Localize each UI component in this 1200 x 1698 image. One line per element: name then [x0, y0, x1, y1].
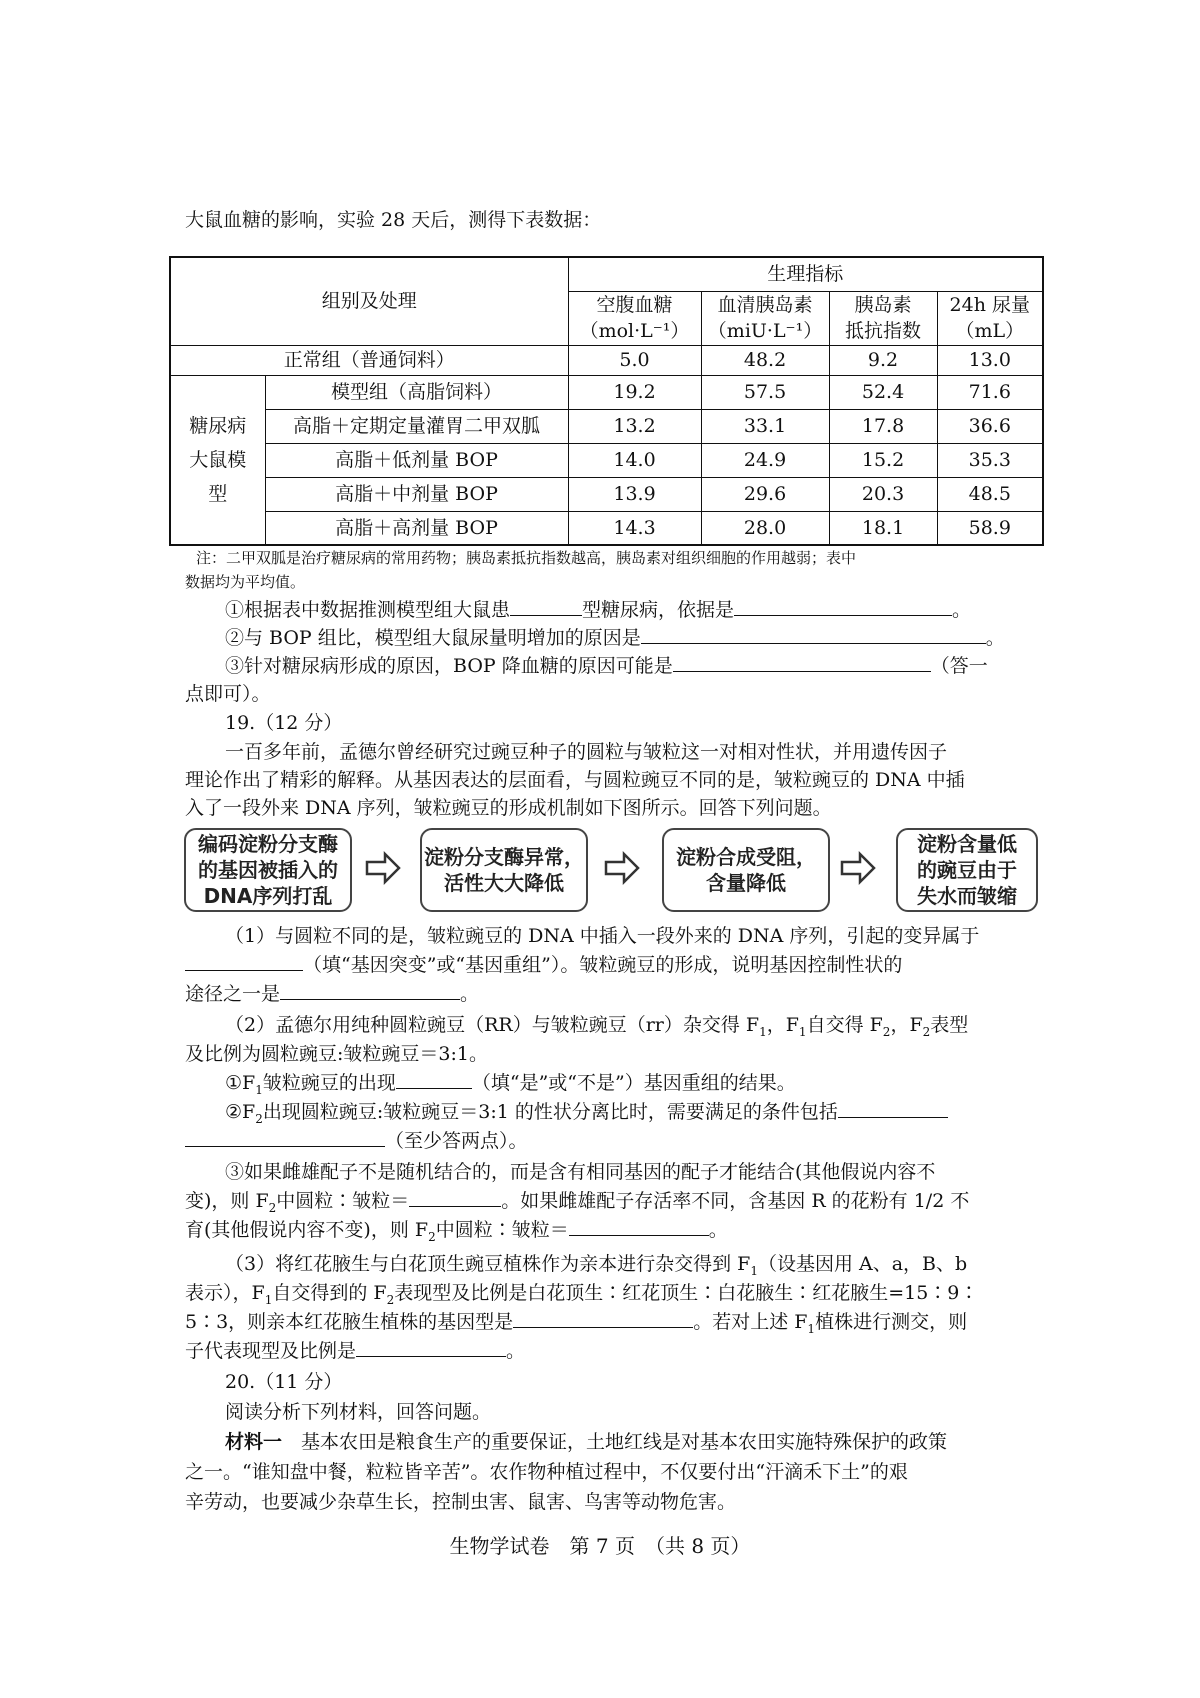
- question-line: 5∶3，则亲本红花腋生植株的基因型是 。若对上述 $F_1$植株进行测交，则: [185, 1311, 968, 1336]
- table-row: [170, 345, 1043, 375]
- flow-box: 淀粉合成受阻， 含量降低: [662, 828, 830, 912]
- table-cell: 17.8: [829, 409, 937, 443]
- table-cell: 57.5: [701, 375, 829, 409]
- table-cell: 9.2: [829, 345, 937, 375]
- page-footer: 生物学试卷 第 7 页 （共 8 页）: [449, 1534, 751, 1558]
- intro-text: 大鼠血糖的影响，实验 28 天后，测得下表数据：: [185, 209, 602, 231]
- table-note: 数据均为平均值。: [185, 573, 306, 591]
- table-row: [170, 409, 1043, 443]
- indicator-header: 生理指标: [568, 257, 1043, 291]
- question-line: （3）将红花腋生与白花顶生豌豆植株作为亲本进行杂交得到 $F_1$（设基因用 A、a，B、b: [225, 1253, 968, 1278]
- row-label: 高脂＋定期定量灌胃二甲双胍: [265, 409, 568, 443]
- table-cell: 29.6: [701, 477, 829, 511]
- column-header: 胰岛素 抵抗指数: [829, 291, 937, 345]
- table-cell: 48.5: [937, 477, 1043, 511]
- question-line: 途径之一是 。: [185, 983, 480, 1005]
- table-cell: 28.0: [701, 511, 829, 545]
- row-label: 高脂＋高剂量 BOP: [265, 511, 568, 545]
- row-label: 模型组（高脂饲料）: [265, 375, 568, 409]
- flow-box: 淀粉含量低 的豌豆由于 失水而皱缩: [896, 828, 1038, 912]
- question-line: （2）孟德尔用纯种圆粒豌豆（RR）与皱粒豌豆（rr）杂交得 $F_1$，$F_1$自交得 $F_2$，$F_2$表型: [225, 1014, 969, 1039]
- question-line: （至少答两点）。: [185, 1127, 1035, 1155]
- question-line: ③针对糖尿病形成的原因，BOP 降血糖的原因可能是 （答一: [225, 655, 988, 677]
- table-cell: 13.2: [568, 409, 701, 443]
- question-line: 及比例为圆粒豌豆:皱粒豌豆＝3:1。: [185, 1043, 488, 1065]
- table-cell: 18.1: [829, 511, 937, 545]
- row-label: 正常组（普通饲料）: [170, 345, 568, 375]
- question-line: $②F_2$出现圆粒豌豆:皱粒豌豆＝3:1 的性状分离比时，需要满足的条件包括: [225, 1098, 1035, 1133]
- right-arrow-icon: [365, 850, 401, 886]
- table-cell: 20.3: [829, 477, 937, 511]
- group-header: 组别及处理: [170, 257, 568, 345]
- paragraph: 阅读分析下列材料，回答问题。: [225, 1401, 492, 1423]
- question-title: 20.（11 分）: [225, 1371, 343, 1393]
- paragraph: 入了一段外来 DNA 序列，皱粒豌豆的形成机制如下图所示。回答下列问题。: [185, 797, 832, 819]
- flow-box: 淀粉分支酶异常， 活性大大降低: [420, 828, 588, 912]
- table-row: [170, 477, 1043, 511]
- data-table: [169, 256, 1044, 546]
- column-header: 血清胰岛素 （miU·L⁻¹）: [701, 291, 829, 345]
- question-line: 表示），$F_1$自交得到的 $F_2$表现型及比例是白花顶生∶红花顶生∶白花腋生∶红花腋生=15∶9∶: [185, 1282, 979, 1307]
- paragraph: 辛劳动，也要减少杂草生长，控制虫害、鼠害、鸟害等动物危害。: [185, 1491, 737, 1513]
- question-line: 点即可）。: [185, 683, 271, 705]
- paragraph: 材料一 基本农田是粮食生产的重要保证，土地红线是对基本农田实施特殊保护的政策: [225, 1431, 948, 1453]
- model-group-label: 糖尿病大鼠模型: [170, 375, 265, 545]
- table-cell: 14.3: [568, 511, 701, 545]
- row-label: 高脂＋低剂量 BOP: [265, 443, 568, 477]
- table-cell: 19.2: [568, 375, 701, 409]
- question-line: 育(其他假说内容不变)，则 $F_2$中圆粒∶皱粒＝ 。: [185, 1219, 728, 1244]
- paragraph: 一百多年前，孟德尔曾经研究过豌豆种子的圆粒与皱粒这一对相对性状，并用遗传因子: [225, 741, 948, 763]
- column-header: 24h 尿量 （mL）: [937, 291, 1043, 345]
- mechanism-flow-diagram: [180, 828, 1040, 914]
- right-arrow-icon: [604, 850, 640, 886]
- table-row: [170, 443, 1043, 477]
- flow-box: 编码淀粉分支酶 的基因被插入的 DNA序列打乱: [184, 828, 352, 912]
- question-line: ①根据表中数据推测模型组大鼠患 型糖尿病，依据是 。: [225, 599, 972, 621]
- question-line: 变)，则 $F_2$中圆粒∶皱粒＝ 。如果雌雄配子存活率不同，含基因 R 的花粉有 1/2 不: [185, 1190, 970, 1215]
- table-row: [170, 511, 1043, 545]
- table-cell: 15.2: [829, 443, 937, 477]
- question-line: $①F_1$皱粒豌豆的出现 （填“是”或“不是”）基因重组的结果。: [225, 1072, 796, 1097]
- table-cell: 13.0: [937, 345, 1043, 375]
- table-row: [170, 375, 1043, 409]
- question-title: 19.（12 分）: [225, 712, 343, 734]
- question-line: （填“基因突变”或“基因重组”）。皱粒豌豆的形成，说明基因控制性状的: [185, 951, 1035, 979]
- table-cell: 48.2: [701, 345, 829, 375]
- table-cell: 35.3: [937, 443, 1043, 477]
- table-cell: 52.4: [829, 375, 937, 409]
- question-line: （1）与圆粒不同的是，皱粒豌豆的 DNA 中插入一段外来的 DNA 序列，引起的变异属于: [225, 925, 980, 947]
- question-line: 子代表现型及比例是 。: [185, 1340, 526, 1362]
- column-header: 空腹血糖 （mol·L⁻¹）: [568, 291, 701, 345]
- question-line: ③如果雌雄配子不是随机结合的，而是含有相同基因的配子才能结合(其他假说内容不: [225, 1161, 936, 1183]
- table-cell: 71.6: [937, 375, 1043, 409]
- table-cell: 33.1: [701, 409, 829, 443]
- table-cell: 13.9: [568, 477, 701, 511]
- table-cell: 58.9: [937, 511, 1043, 545]
- table-cell: 14.0: [568, 443, 701, 477]
- right-arrow-icon: [840, 850, 876, 886]
- question-line: ②与 BOP 组比，模型组大鼠尿量明增加的原因是 。: [225, 627, 1005, 649]
- table-note: 注：二甲双胍是治疗糖尿病的常用药物；胰岛素抵抗指数越高，胰岛素对组织细胞的作用越弱；表中: [196, 549, 857, 567]
- table-cell: 24.9: [701, 443, 829, 477]
- paragraph: 之一。“谁知盘中餐，粒粒皆辛苦”。农作物种植过程中，不仅要付出“汗滴禾下土”的艰: [185, 1461, 908, 1483]
- table-cell: 5.0: [568, 345, 701, 375]
- row-label: 高脂＋中剂量 BOP: [265, 477, 568, 511]
- table-cell: 36.6: [937, 409, 1043, 443]
- paragraph: 理论作出了精彩的解释。从基因表达的层面看，与圆粒豌豆不同的是，皱粒豌豆的 DNA 中插: [185, 769, 965, 791]
